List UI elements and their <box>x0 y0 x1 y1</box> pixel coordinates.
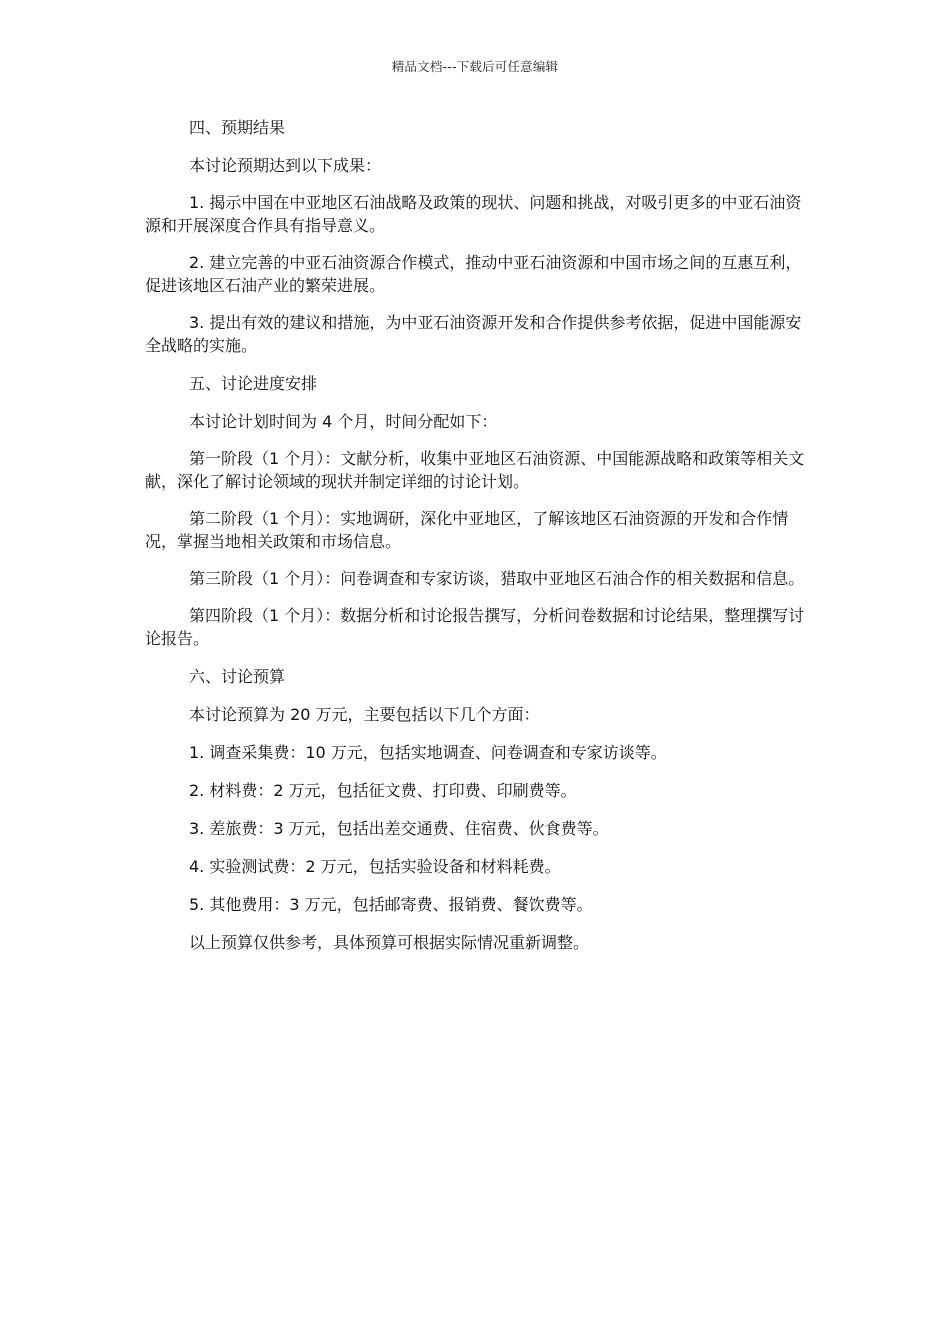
paragraph: 以上预算仅供参考，具体预算可根据实际情况重新调整。 <box>189 933 590 952</box>
page-header: 精品文档---下载后可任意编辑 <box>391 59 559 74</box>
paragraph: 第三阶段（1 个月）：问卷调查和专家访谈，猎取中亚地区石油合作的相关数据和信息。 <box>189 569 805 588</box>
budget-item: 5. 其他费用：3 万元，包括邮寄费、报销费、餐饮费等。 <box>189 895 593 914</box>
document-body <box>145 116 805 954</box>
paragraph: 第四阶段（1 个月）：数据分析和讨论报告撰写，分析问卷数据和讨论结果，整理撰写讨论报告。 <box>145 606 805 648</box>
paragraph: 1. 揭示中国在中亚地区石油战略及政策的现状、问题和挑战，对吸引更多的中亚石油资源和开展深度合作具有指导意义。 <box>145 193 802 235</box>
paragraph: 本讨论计划时间为 4 个月，时间分配如下： <box>189 412 498 431</box>
paragraph: 第二阶段（1 个月）：实地调研，深化中亚地区，了解该地区石油资源的开发和合作情况，掌握当地相关政策和市场信息。 <box>145 509 789 551</box>
section-heading-schedule: 五、讨论进度安排 <box>189 374 318 393</box>
paragraph: 第一阶段（1 个月）：文献分析，收集中亚地区石油资源、中国能源战略和政策等相关文献，深化了解讨论领域的现状并制定详细的讨论计划。 <box>145 449 805 491</box>
budget-item: 1. 调查采集费：10 万元，包括实地调查、问卷调查和专家访谈等。 <box>189 743 667 762</box>
budget-item: 2. 材料费：2 万元，包括征文费、打印费、印刷费等。 <box>189 781 577 800</box>
paragraph: 本讨论预算为 20 万元，主要包括以下几个方面： <box>189 705 540 724</box>
paragraph: 2. 建立完善的中亚石油资源合作模式，推动中亚石油资源和中国市场之间的互惠互利，促进该地区石油产业的繁荣进展。 <box>145 253 802 295</box>
section-heading-budget: 六、讨论预算 <box>189 667 286 686</box>
paragraph: 本讨论预期达到以下成果： <box>189 156 382 175</box>
section-heading-expected-results: 四、预期结果 <box>189 118 286 137</box>
paragraph: 3. 提出有效的建议和措施，为中亚石油资源开发和合作提供参考依据，促进中国能源安全战略的实施。 <box>145 313 802 355</box>
budget-item: 4. 实验测试费：2 万元，包括实验设备和材料耗费。 <box>189 857 561 876</box>
budget-item: 3. 差旅费：3 万元，包括出差交通费、住宿费、伙食费等。 <box>189 819 609 838</box>
